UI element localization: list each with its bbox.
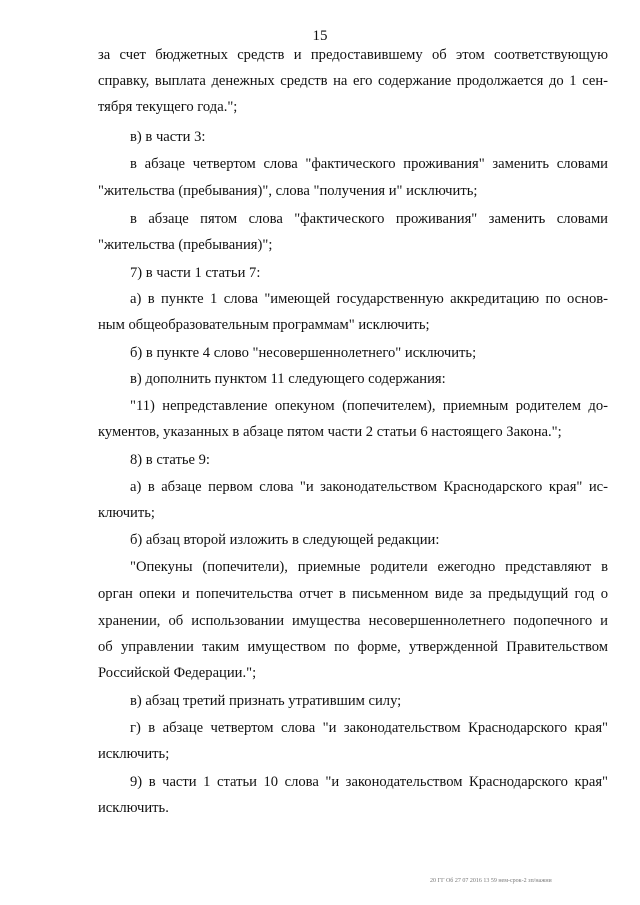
text-line: 7) в части 1 статьи 7:	[130, 265, 261, 281]
text-line: "11) непредставление опекуном (попечителем), приемным родителем до-	[130, 398, 608, 414]
text-line: орган опеки и попечительства отчет в письменном виде за предыдущий год о	[98, 586, 608, 602]
text-line: кументов, указанных в абзаце пятом части 2 статьи 6 настоящего Закона.";	[98, 424, 562, 440]
text-line: б) абзац второй изложить в следующей редакции:	[130, 532, 440, 548]
text-line: в) в части 3:	[130, 129, 206, 145]
footer-stamp: 20 ГГ Об 27 07 2016 13 59 нем-срок-2 зп/нажни	[430, 878, 552, 884]
text-line: тября текущего года.";	[98, 99, 238, 115]
text-line: а) в абзаце первом слова "и законодательством Краснодарского края" ис-	[130, 479, 608, 495]
text-line: в абзаце четвертом слова "фактического проживания" заменить словами	[130, 156, 608, 172]
text-line: за счет бюджетных средств и предоставившему об этом соответствующую	[98, 47, 608, 63]
text-line: исключить.	[98, 800, 169, 816]
text-line: "жительства (пребывания)";	[98, 237, 273, 253]
text-line: в) абзац третий признать утратившим силу;	[130, 693, 402, 709]
text-line: а) в пункте 1 слова "имеющей государственную аккредитацию по основ-	[130, 291, 608, 307]
text-line: исключить;	[98, 746, 170, 762]
text-line: г) в абзаце четвертом слова "и законодательством Краснодарского края"	[130, 720, 608, 736]
text-line: ключить;	[98, 505, 155, 521]
text-line: справку, выплата денежных средств на его содержание продолжается до 1 сен-	[98, 73, 608, 89]
text-line: 9) в части 1 статьи 10 слова "и законодательством Краснодарского края"	[130, 774, 608, 790]
page-number: 15	[312, 28, 328, 44]
text-line: б) в пункте 4 слово "несовершеннолетнего" исключить;	[130, 345, 477, 361]
text-line: в) дополнить пунктом 11 следующего содержания:	[130, 371, 446, 387]
text-line: в абзаце пятом слова "фактического проживания" заменить словами	[130, 211, 608, 227]
text-line: хранении, об использовании имущества несовершеннолетнего подопечного и	[98, 613, 608, 629]
text-line: ным общеобразовательным программам" исключить;	[98, 317, 430, 333]
text-line: об управлении таким имуществом по форме, утвержденной Правительством	[98, 639, 608, 655]
text-line: "жительства (пребывания)", слова "получения и" исключить;	[98, 183, 478, 199]
text-line: Российской Федерации.";	[98, 665, 257, 681]
text-line: "Опекуны (попечители), приемные родители ежегодно представляют в	[130, 559, 608, 575]
text-line: 8) в статье 9:	[130, 452, 210, 468]
